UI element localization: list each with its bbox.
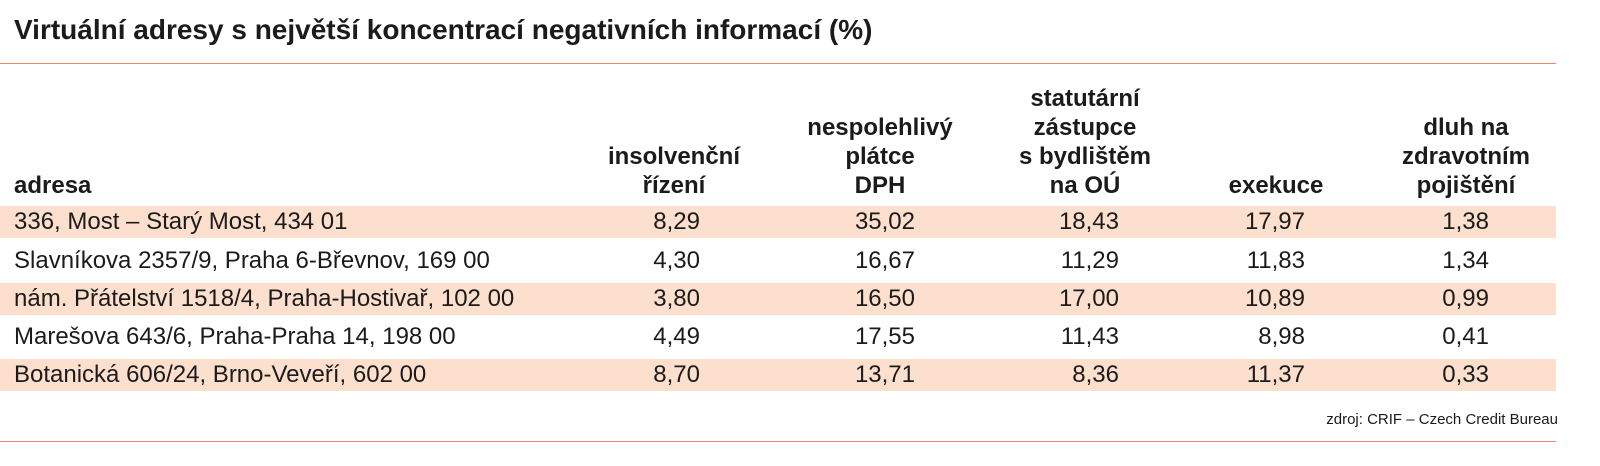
statutory-cell: 17,00 bbox=[1058, 285, 1119, 312]
vat-payer-cell: 16,50 bbox=[854, 285, 915, 312]
vat-payer-cell: 35,02 bbox=[854, 208, 915, 235]
vat-payer-cell: 13,71 bbox=[854, 361, 915, 388]
distraint-cell: 17,97 bbox=[1244, 208, 1305, 235]
insolvency-cell: 4,49 bbox=[653, 323, 700, 350]
health-debt-cell: 0,41 bbox=[1442, 323, 1489, 350]
vat-payer-cell: 17,55 bbox=[854, 323, 915, 350]
statutory-cell: 8,36 bbox=[1072, 361, 1119, 388]
distraint-cell: 11,37 bbox=[1246, 361, 1305, 388]
address-cell: nám. Přátelství 1518/4, Praha-Hostivař, 102 00 bbox=[14, 285, 515, 312]
column-header-insolvency bbox=[584, 142, 764, 200]
statutory-cell: 11,43 bbox=[1060, 323, 1119, 350]
top-divider bbox=[0, 63, 1556, 64]
header-line: zdravotním bbox=[1401, 143, 1530, 170]
bottom-divider bbox=[0, 441, 1556, 442]
table-row bbox=[0, 245, 1556, 277]
address-cell: Slavníkova 2357/9, Praha 6-Břevnov, 169 00 bbox=[14, 247, 490, 274]
table-row bbox=[0, 206, 1556, 238]
header-line: na OÚ bbox=[1049, 172, 1121, 199]
address-cell: Botanická 606/24, Brno-Veveří, 602 00 bbox=[14, 361, 427, 388]
health-debt-cell: 1,38 bbox=[1442, 208, 1489, 235]
distraint-cell: 10,89 bbox=[1244, 285, 1305, 312]
address-cell: Marešova 643/6, Praha-Praha 14, 198 00 bbox=[14, 323, 456, 350]
table-row bbox=[0, 359, 1556, 391]
address-cell: 336, Most – Starý Most, 434 01 bbox=[14, 208, 348, 235]
insolvency-cell: 8,29 bbox=[653, 208, 700, 235]
source-note: zdroj: CRIF – Czech Credit Bureau bbox=[1326, 411, 1558, 428]
column-header-address bbox=[14, 171, 91, 200]
health-debt-cell: 0,33 bbox=[1442, 361, 1489, 388]
table-header bbox=[0, 72, 1556, 200]
column-header-unreliable-vat-payer bbox=[780, 113, 980, 200]
distraint-cell: 8,98 bbox=[1258, 323, 1305, 350]
header-line: řízení bbox=[642, 172, 706, 199]
header-line: statutární bbox=[1030, 85, 1140, 112]
statutory-cell: 18,43 bbox=[1058, 208, 1119, 235]
header-line: exekuce bbox=[1228, 172, 1324, 199]
header-line: zástupce bbox=[1033, 114, 1137, 141]
insolvency-cell: 8,70 bbox=[653, 361, 700, 388]
column-header-statutory-representative bbox=[990, 84, 1180, 200]
insolvency-cell: 4,30 bbox=[653, 247, 700, 274]
column-header-distraint bbox=[1196, 171, 1356, 200]
table-row bbox=[0, 283, 1556, 315]
header-line: DPH bbox=[854, 172, 906, 199]
health-debt-cell: 1,34 bbox=[1442, 247, 1489, 274]
distraint-cell: 11,83 bbox=[1246, 247, 1305, 274]
header-line: plátce bbox=[845, 143, 915, 170]
header-line: adresa bbox=[14, 172, 92, 199]
health-debt-cell: 0,99 bbox=[1442, 285, 1489, 312]
statutory-cell: 11,29 bbox=[1060, 247, 1119, 274]
column-header-health-insurance-debt bbox=[1376, 113, 1556, 200]
header-line: insolvenční bbox=[607, 143, 741, 170]
table-row bbox=[0, 321, 1556, 353]
header-line: dluh na bbox=[1423, 114, 1509, 141]
header-line: nespolehlivý bbox=[807, 114, 953, 141]
insolvency-cell: 3,80 bbox=[653, 285, 700, 312]
header-line: pojištění bbox=[1416, 172, 1516, 199]
vat-payer-cell: 16,67 bbox=[854, 247, 915, 274]
header-line: s bydlištěm bbox=[1018, 143, 1152, 170]
table-title: Virtuální adresy s největší koncentrací negativních informací (%) bbox=[14, 14, 873, 45]
